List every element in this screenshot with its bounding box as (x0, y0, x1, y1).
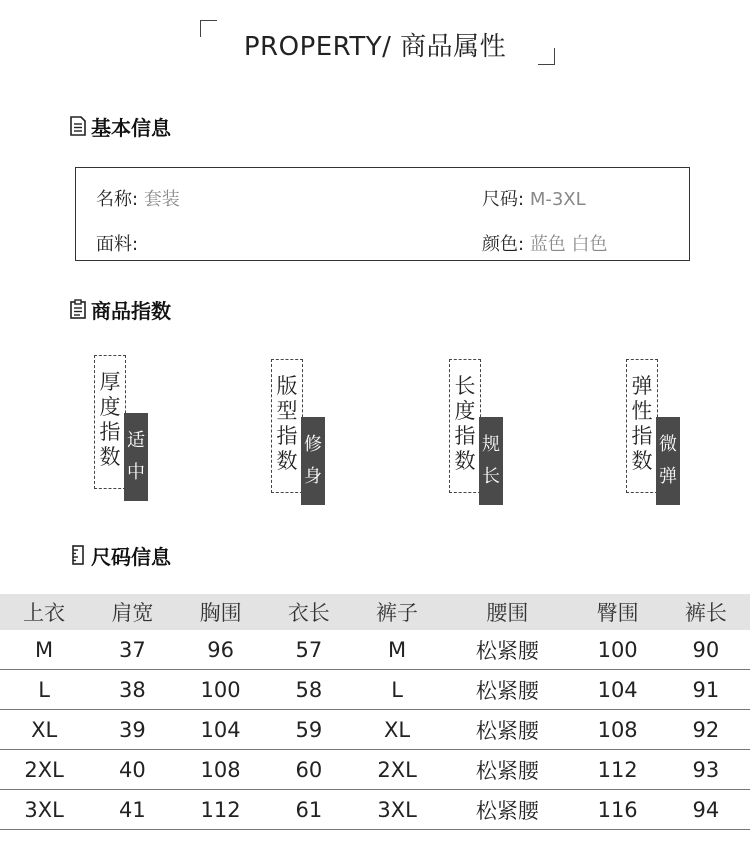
document-icon (69, 116, 87, 136)
cell: 112 (574, 750, 662, 790)
cell: 松紧腰 (441, 630, 573, 670)
clipboard-icon (69, 299, 87, 319)
size-table-header-row (0, 594, 750, 630)
index-label-length: 长 度 指 数 (449, 359, 481, 493)
cell: 58 (265, 670, 353, 710)
section-size-info (69, 542, 171, 568)
index-item-fit (271, 359, 331, 511)
index-value-length: 规 长 (479, 417, 503, 505)
cell: 39 (88, 710, 176, 750)
cell: XL (353, 710, 441, 750)
index-label-fit: 版 型 指 数 (271, 359, 303, 493)
page-title: PROPERTY/ 商品属性 (243, 32, 507, 62)
cell: 60 (265, 750, 353, 790)
cell: 61 (265, 790, 353, 830)
table-row (0, 750, 750, 790)
cell: 104 (574, 670, 662, 710)
cell: 41 (88, 790, 176, 830)
cell: 92 (662, 710, 750, 750)
cell: 松紧腰 (441, 670, 573, 710)
info-size-label: 尺码: (482, 189, 525, 210)
cell: 3XL (353, 790, 441, 830)
header-hip: 臀围 (574, 594, 662, 630)
cell: 37 (88, 630, 176, 670)
cell: 112 (176, 790, 264, 830)
info-fabric-label: 面料: (96, 234, 139, 255)
info-name-value: 套装 (143, 189, 180, 210)
cell: L (353, 670, 441, 710)
cell: 松紧腰 (441, 790, 573, 830)
cell: 2XL (0, 750, 88, 790)
header-length: 衣长 (265, 594, 353, 630)
index-value-thickness: 适 中 (124, 413, 148, 501)
cell: 91 (662, 670, 750, 710)
cell: 59 (265, 710, 353, 750)
info-fabric (96, 230, 138, 256)
section-size-info-title: 尺码信息 (91, 544, 171, 569)
index-label-elasticity: 弹 性 指 数 (626, 359, 658, 493)
cell: 93 (662, 750, 750, 790)
header-pants-length: 裤长 (662, 594, 750, 630)
header-shoulder: 肩宽 (88, 594, 176, 630)
header-waist: 腰围 (441, 594, 573, 630)
index-item-thickness (94, 355, 154, 507)
cell: 108 (574, 710, 662, 750)
info-size (482, 185, 586, 211)
cell: L (0, 670, 88, 710)
table-row (0, 630, 750, 670)
info-color-label: 颜色: (482, 234, 525, 255)
cell: 57 (265, 630, 353, 670)
info-name-label: 名称: (96, 189, 139, 210)
index-value-fit: 修 身 (301, 417, 325, 505)
info-name (96, 185, 180, 211)
cell: M (0, 630, 88, 670)
index-value-elasticity: 微 弹 (656, 417, 680, 505)
info-size-value: M-3XL (529, 189, 586, 210)
cell: 松紧腰 (441, 750, 573, 790)
index-label-thickness: 厚 度 指 数 (94, 355, 126, 489)
cell: XL (0, 710, 88, 750)
cell: M (353, 630, 441, 670)
cell: 100 (574, 630, 662, 670)
cell: 116 (574, 790, 662, 830)
cell: 96 (176, 630, 264, 670)
cell: 3XL (0, 790, 88, 830)
info-color (482, 230, 608, 256)
cell: 100 (176, 670, 264, 710)
basic-info-box (75, 167, 690, 261)
cell: 94 (662, 790, 750, 830)
cell: 108 (176, 750, 264, 790)
cell: 40 (88, 750, 176, 790)
cell: 松紧腰 (441, 710, 573, 750)
section-product-index-title: 商品指数 (91, 298, 171, 323)
cell: 90 (662, 630, 750, 670)
info-color-value: 蓝色 白色 (529, 234, 608, 255)
cell: 104 (176, 710, 264, 750)
table-row (0, 670, 750, 710)
cell: 38 (88, 670, 176, 710)
header-pants: 裤子 (353, 594, 441, 630)
size-table (0, 594, 750, 830)
table-row (0, 790, 750, 830)
cell: 2XL (353, 750, 441, 790)
ruler-icon (69, 545, 87, 565)
section-basic-info (69, 113, 171, 139)
index-item-elasticity (626, 359, 686, 511)
index-item-length (449, 359, 509, 511)
section-basic-info-title: 基本信息 (91, 115, 171, 140)
table-row (0, 710, 750, 750)
header-chest: 胸围 (176, 594, 264, 630)
header-top: 上衣 (0, 594, 88, 630)
section-product-index (69, 296, 171, 322)
